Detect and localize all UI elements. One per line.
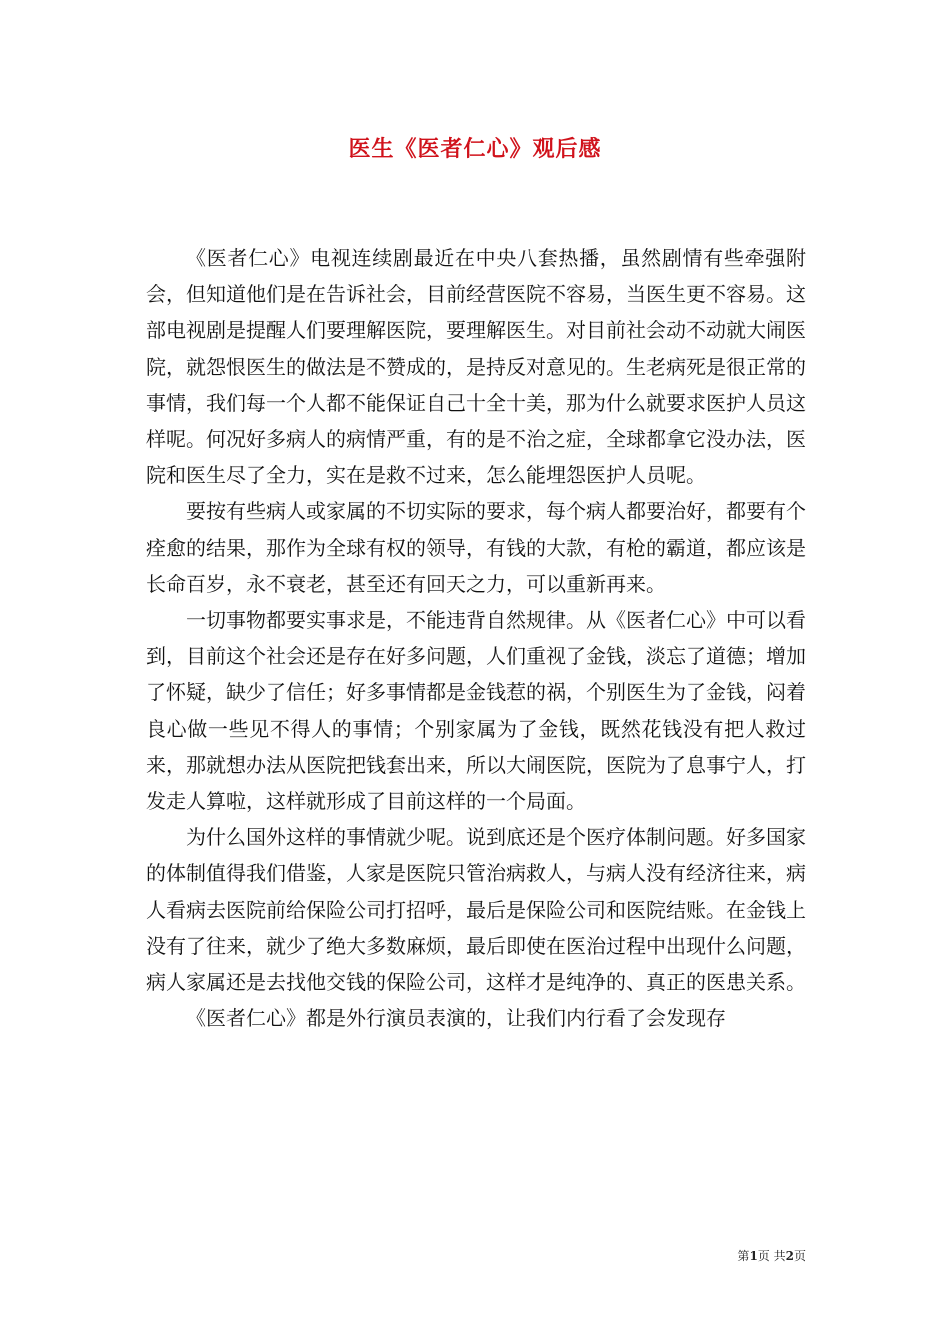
paragraph-3: 一切事物都要实事求是，不能违背自然规律。从《医者仁心》中可以看到，目前这个社会还是存在好多问题，人们重视了金钱，淡忘了道德；增加了怀疑，缺少了信任；好多事情都是金钱惹的祸，个别医生为了金钱，闷着良心做一些见不得人的事情；个别家属为了金钱，既然花钱没有把人救过来，那就想办法从医院把钱套出来，所以大闹医院，医院为了息事宁人，打发走人算啦，这样就形成了目前这样的一个局面。 <box>146 608 806 814</box>
paragraph-5: 《医者仁心》都是外行演员表演的，让我们内行看了会发现存 <box>186 1006 726 1031</box>
footer-suffix: 页 <box>793 1249 806 1263</box>
document-body <box>146 240 806 1036</box>
paragraph-2: 要按有些病人或家属的不切实际的要求，每个病人都要治好，都要有个痊愈的结果，那作为全球有权的领导，有钱的大款，有枪的霸道，都应该是长命百岁，永不衰老，甚至还有回天之力，可以重新再来。 <box>146 499 806 596</box>
footer-middle: 页 共 <box>757 1249 786 1263</box>
document-title: 医生《医者仁心》观后感 <box>348 136 602 162</box>
page-footer <box>737 1247 806 1264</box>
footer-prefix: 第 <box>737 1249 750 1263</box>
paragraph-4: 为什么国外这样的事情就少呢。说到底还是个医疗体制问题。好多国家的体制值得我们借鉴，人家是医院只管治病救人，与病人没有经济往来，病人看病去医院前给保险公司打招呼，最后是保险公司和医院结账。在金钱上没有了往来，就少了绝大多数麻烦，最后即使在医治过程中出现什么问题，病人家属还是去找他交钱的保险公司，这样才是纯净的、真正的医患关系。 <box>146 825 806 995</box>
footer-current-page: 1 <box>749 1249 758 1263</box>
footer-total-pages: 2 <box>785 1249 794 1263</box>
paragraph-1: 《医者仁心》电视连续剧最近在中央八套热播，虽然剧情有些牵强附会，但知道他们是在告诉社会，目前经营医院不容易，当医生更不容易。这部电视剧是提醒人们要理解医院，要理解医生。对目前社会动不动就大闹医院，就怨恨医生的做法是不赞成的，是持反对意见的。生老病死是很正常的事情，我们每一个人都不能保证自己十全十美，那为什么就要求医护人员这样呢。何况好多病人的病情严重，有的是不治之症，全球都拿它没办法，医院和医生尽了全力，实在是救不过来，怎么能埋怨医护人员呢。 <box>146 246 806 488</box>
